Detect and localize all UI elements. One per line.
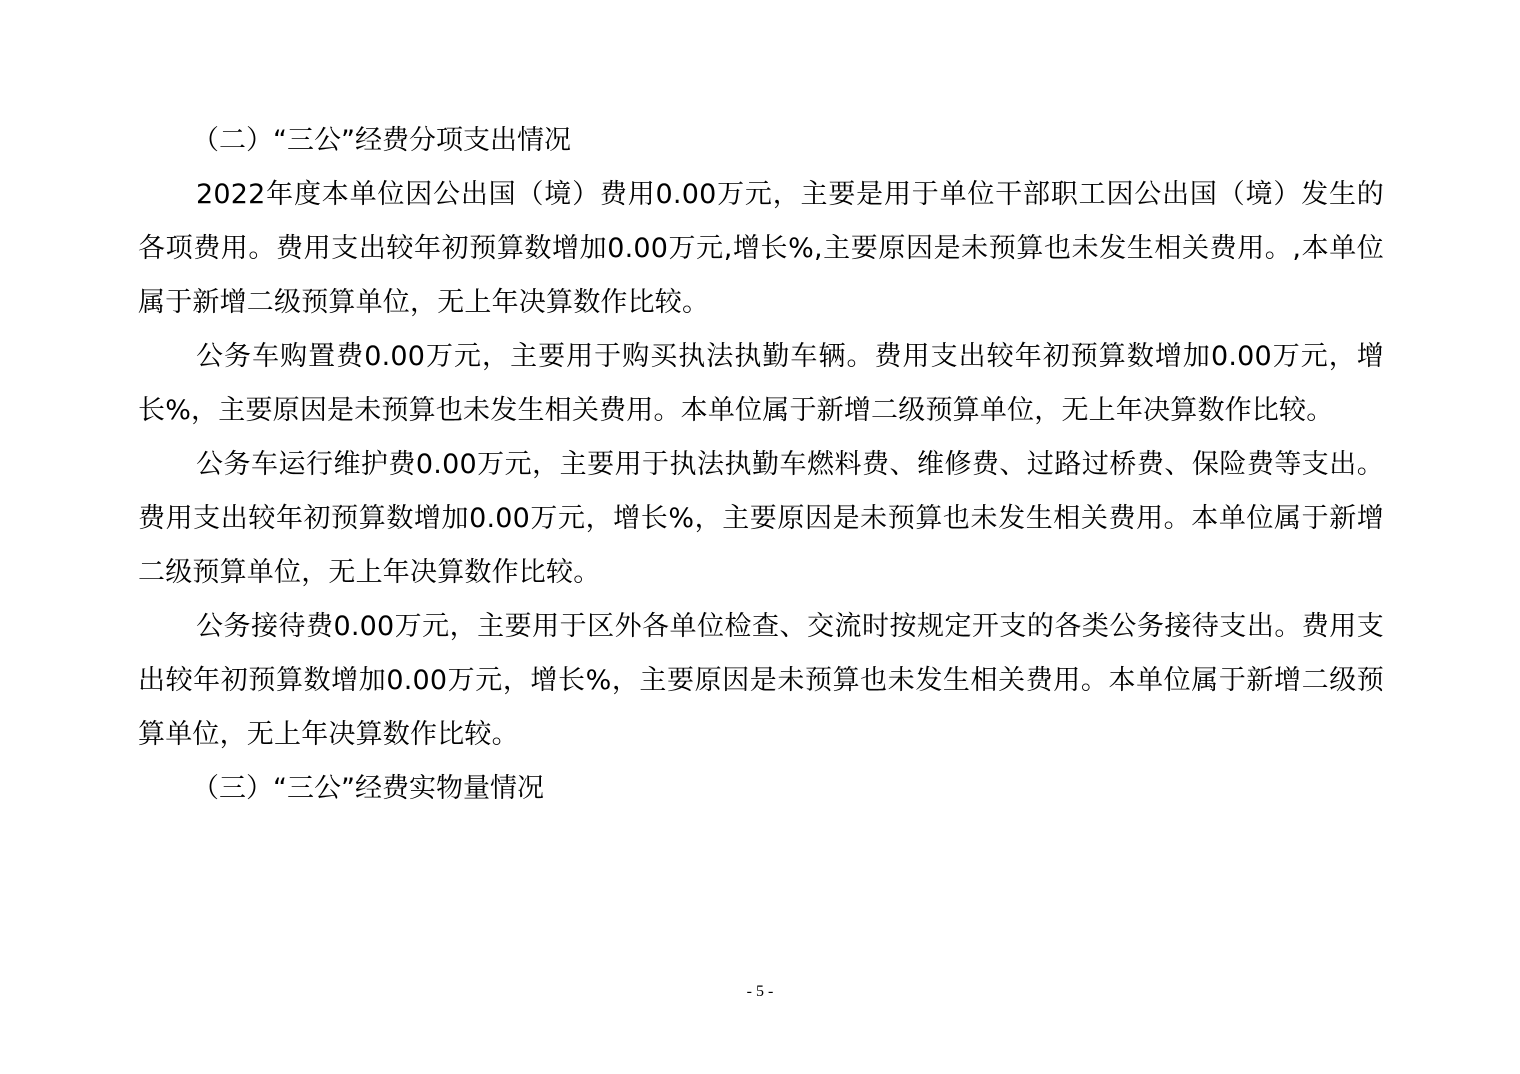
paragraph-overseas-travel: 2022年度本单位因公出国（境）费用0.00万元，主要是用于单位干部职工因公出国（境）发生的各项费用。费用支出较年初预算数增加0.00万元,增长%,主要原因是未预算也未发生相关费用。,本单位属于新增二级预算单位，无上年决算数作比较。 bbox=[138, 179, 1384, 318]
section-heading-3: （三）“三公”经费实物量情况 bbox=[192, 773, 544, 804]
document-body bbox=[138, 114, 1384, 816]
paragraph-vehicle-maintenance: 公务车运行维护费0.00万元，主要用于执法执勤车燃料费、维修费、过路过桥费、保险费等支出。费用支出较年初预算数增加0.00万元，增长%，主要原因是未预算也未发生相关费用。本单位属于新增二级预算单位，无上年决算数作比较。 bbox=[138, 449, 1384, 588]
paragraph-vehicle-purchase: 公务车购置费0.00万元，主要用于购买执法执勤车辆。费用支出较年初预算数增加0.00万元，增长%，主要原因是未预算也未发生相关费用。本单位属于新增二级预算单位，无上年决算数作比较。 bbox=[138, 341, 1384, 426]
page-number: - 5 - bbox=[746, 983, 774, 1000]
section-heading-2: （二）“三公”经费分项支出情况 bbox=[192, 125, 571, 156]
paragraph-reception: 公务接待费0.00万元，主要用于区外各单位检查、交流时按规定开支的各类公务接待支出。费用支出较年初预算数增加0.00万元，增长%，主要原因是未预算也未发生相关费用。本单位属于新增二级预算单位，无上年决算数作比较。 bbox=[138, 611, 1384, 750]
